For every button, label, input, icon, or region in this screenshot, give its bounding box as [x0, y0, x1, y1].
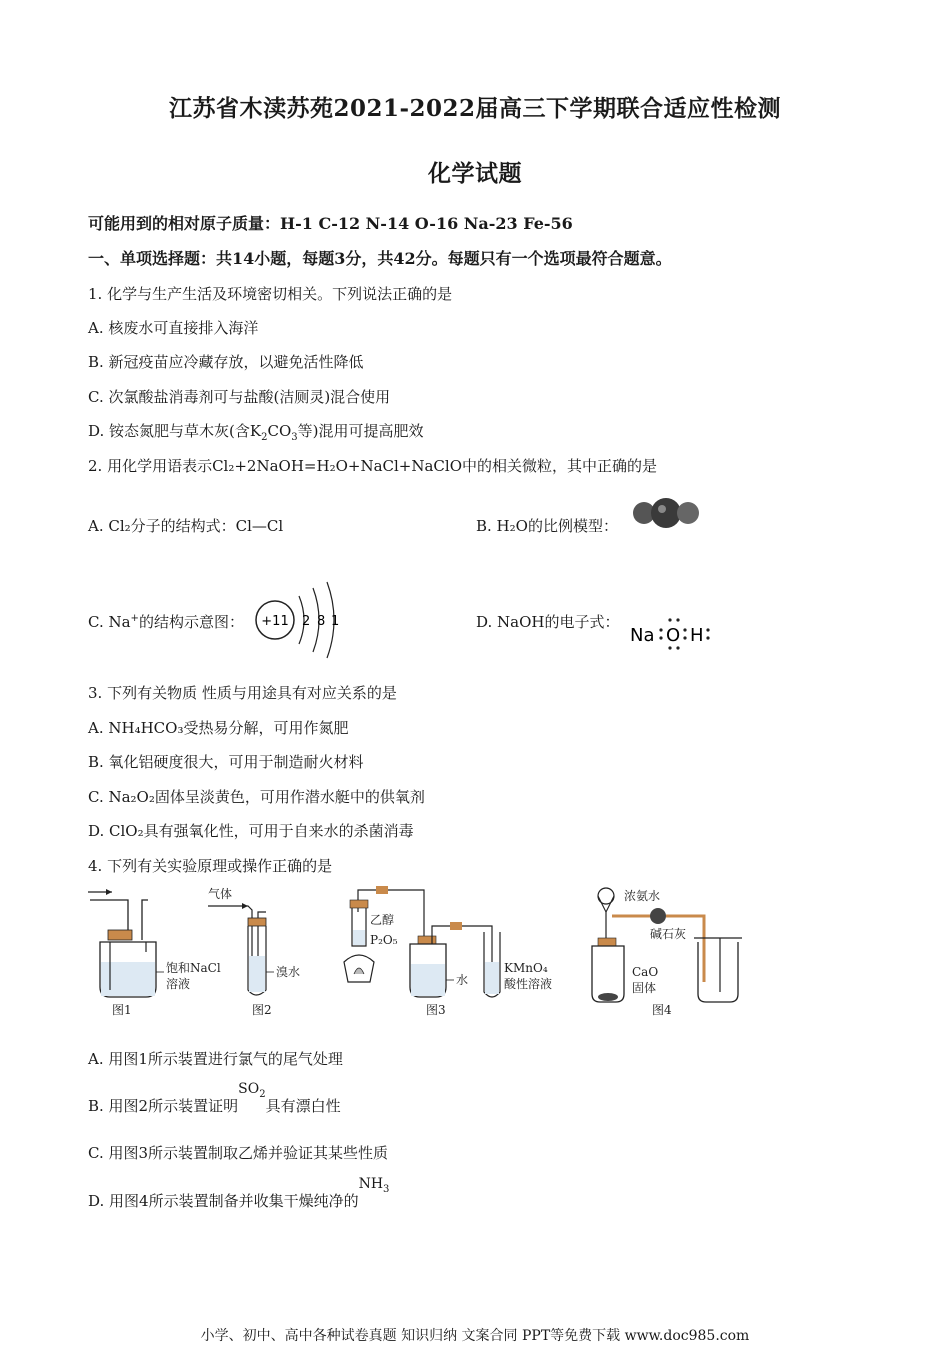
sodium-ion-structure-diagram — [255, 578, 345, 658]
figure-4-apparatus — [592, 888, 742, 1017]
question-1-option-a: A. 核废水可直接排入海洋 — [88, 319, 259, 337]
question-2-option-b: B. H₂O的比例模型： — [476, 517, 618, 535]
figure-3-p2o5-label: P₂O₅ — [370, 933, 398, 947]
question-3-option-a: A. NH₄HCO₃受热易分解，可用作氮肥 — [88, 719, 349, 737]
question-4-option-a: A. 用图1所示装置进行氯气的尾气处理 — [88, 1050, 343, 1068]
question-2-stem: 2. 用化学用语表示Cl₂+2NaOH=H₂O+NaCl+NaClO中的相关微粒，其中正确的是 — [88, 457, 658, 475]
question-3-option-c: C. Na₂O₂固体呈淡黄色，可用作潜水艇中的供氧剂 — [88, 788, 425, 806]
figure-3-acid-label: 酸性溶液 — [504, 977, 553, 991]
nucleus-charge: +11 — [261, 614, 289, 629]
figure-1-liquid-line-2: 溶液 — [166, 977, 191, 991]
document-subtitle: 化学试题 — [428, 160, 522, 187]
question-4-stem: 4. 下列有关实验原理或操作正确的是 — [88, 857, 333, 875]
figure-4-solid-label: 固体 — [632, 981, 657, 995]
shell-2-count: 8 — [317, 614, 326, 629]
figure-3-apparatus — [344, 886, 552, 1017]
question-4-option-c: C. 用图3所示装置制取乙烯并验证其某些性质 — [88, 1144, 389, 1162]
page-footer: 小学、初中、高中各种试卷真题 知识归纳 文案合同 PPT等免费下载 www.doc985.com — [200, 1328, 750, 1344]
figure-4-ammonia-label: 浓氨水 — [624, 889, 661, 903]
electron-formula-o: O — [666, 625, 681, 646]
question-2-option-d: D. NaOH的电子式： — [476, 613, 620, 631]
figure-3-ethanol-label: 乙醇 — [370, 913, 395, 927]
naoh-electron-formula — [628, 606, 718, 650]
figure-2-liquid-label: 溴水 — [276, 965, 301, 979]
question-1-option-d: D. 铵态氮肥与草木灰(含$K_2CO_3$等)混用可提高肥效 — [88, 422, 424, 443]
figure-4-label: 图4 — [652, 1003, 672, 1017]
shell-1-count: 2 — [302, 614, 311, 629]
figure-1-liquid-line-1: 饱和NaCl — [166, 961, 221, 975]
shell-3-count: 1 — [331, 614, 340, 629]
section-heading: 一、单项选择题：共14小题，每题3分，共42分。每题只有一个选项最符合题意。 — [88, 249, 672, 268]
question-1-option-c: C. 次氯酸盐消毒剂可与盐酸(洁厕灵)混合使用 — [88, 388, 391, 406]
figure-2-label: 图2 — [252, 1003, 272, 1017]
figure-1-label: 图1 — [112, 1003, 132, 1017]
question-1-option-b: B. 新冠疫苗应冷藏存放，以避免活性降低 — [88, 353, 364, 371]
atomic-mass-line: 可能用到的相对原子质量：H-1 C-12 N-14 O-16 Na-23 Fe-56 — [88, 214, 573, 233]
water-space-filling-model — [630, 496, 702, 530]
question-2-option-c: C. Na+的结构示意图： — [88, 613, 244, 631]
question-4-option-d: D. 用图4所示装置制备并收集干燥纯净的$NH_3$ — [88, 1176, 390, 1210]
electron-formula-na: Na — [630, 625, 655, 646]
question-3-stem: 3. 下列有关物质 性质与用途具有对应关系的是 — [88, 684, 397, 702]
question-3-option-d: D. ClO₂具有强氧化性，可用于自来水的杀菌消毒 — [88, 822, 414, 840]
figure-3-label: 图3 — [426, 1003, 446, 1017]
document-title: 江苏省木渎苏苑2021-2022届高三下学期联合适应性检测 — [168, 95, 782, 122]
figure-2-gas-label: 气体 — [208, 887, 233, 901]
figure-4-cao-label: CaO — [632, 965, 659, 979]
question-3-option-b: B. 氧化铝硬度很大，可用于制造耐火材料 — [88, 753, 364, 771]
figure-3-water-label: 水 — [456, 973, 469, 987]
figure-3-kmno4-label: KMnO₄ — [504, 961, 548, 975]
figure-1-apparatus — [88, 889, 221, 1017]
question-1-stem: 1. 化学与生产生活及环境密切相关。下列说法正确的是 — [88, 285, 453, 303]
figure-4-soda-lime-label: 碱石灰 — [650, 927, 687, 941]
electron-formula-h: H — [690, 625, 704, 646]
question-2-option-a: A. Cl₂分子的结构式：Cl—Cl — [88, 517, 284, 535]
question-4-option-b: B. 用图2所示装置证明$SO_2$具有漂白性 — [88, 1081, 341, 1115]
figure-2-apparatus — [208, 886, 300, 1017]
experiment-figures — [80, 882, 760, 1022]
